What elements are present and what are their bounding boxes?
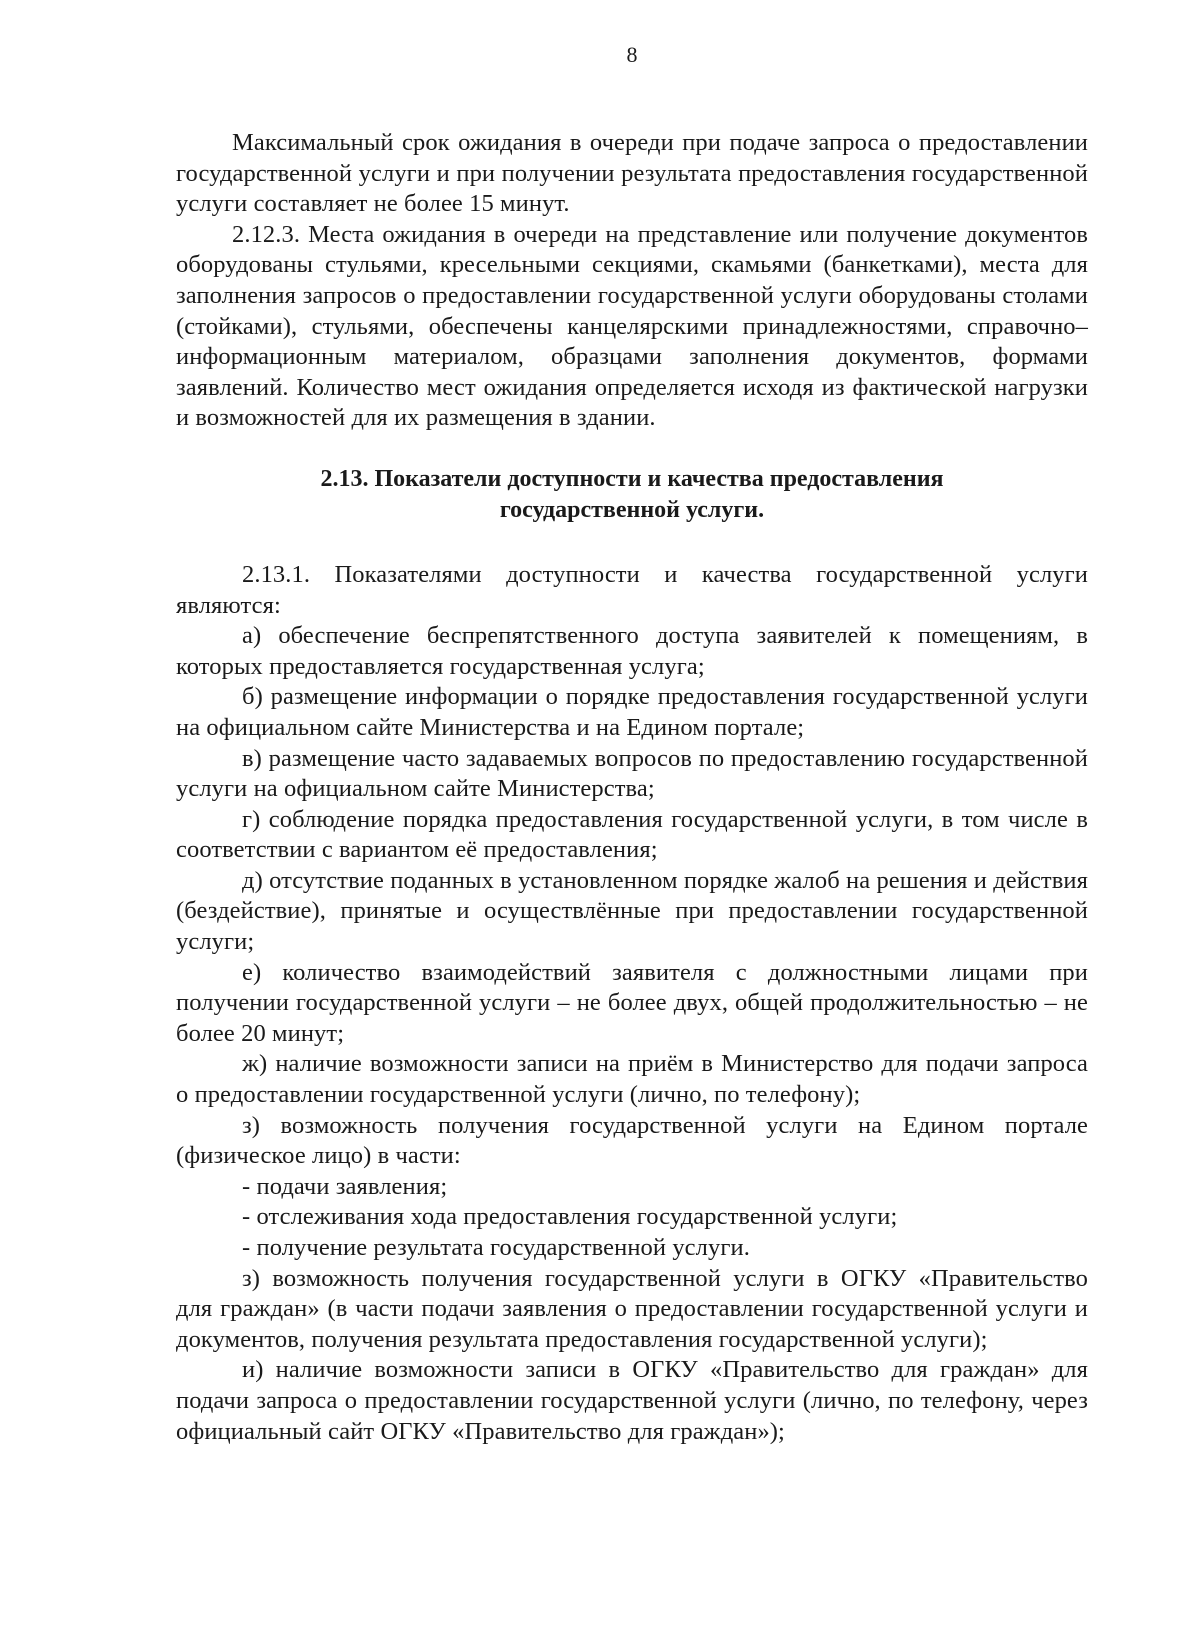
list-item-zh: ж) наличие возможности записи на приём в Министерство для подачи запроса о предоставлении государственной услуги (лично, по телефону); bbox=[176, 1050, 1088, 1109]
dash-item-tracking: - отслеживания хода предоставления государственной услуги; bbox=[242, 1203, 898, 1231]
document-page bbox=[176, 40, 1088, 1447]
list-item-v: в) размещение часто задаваемых вопросов по предоставлению государственной услуги на официальном сайте Министерства; bbox=[176, 744, 1088, 803]
paragraph-2-12-3: 2.12.3. Места ожидания в очереди на представление или получение документов оборудованы стульями, кресельными секциями, скамьями (банкетками), места для заполнения запросов о предоставлении государственной услуги оборудованы столами (стойками), стульями, обеспечены канцелярскими принадлежностями, справочно–информационным материалом, образцами заполнения документов, формами заявлений. Количество мест ожидания определяется исходя из фактической нагрузки и возможностей для их размещения в здании. bbox=[176, 220, 1088, 432]
page-number: 8 bbox=[626, 42, 638, 67]
list-item-d: д) отсутствие поданных в установленном порядке жалоб на решения и действия (бездействие), принятые и осуществлённые при предоставлении государственной услуги; bbox=[176, 866, 1088, 956]
paragraph-2-13-1: 2.13.1. Показателями доступности и качества государственной услуги являются: bbox=[176, 560, 1088, 619]
list-item-z-ogku: з) возможность получения государственной услуги в ОГКУ «Правительство для граждан» (в части подачи заявления о предоставлении государственной услуги и документов, получения результата предоставления государственной услуги); bbox=[176, 1264, 1088, 1353]
list-item-z: з) возможность получения государственной услуги на Едином портале (физическое лицо) в части: bbox=[176, 1111, 1088, 1170]
list-item-g: г) соблюдение порядка предоставления государственной услуги, в том числе в соответствии с вариантом её предоставления; bbox=[176, 805, 1088, 864]
list-item-e: е) количество взаимодействий заявителя с должностными лицами при получении государственной услуги – не более двух, общей продолжительностью – не более 20 минут; bbox=[176, 958, 1088, 1047]
dash-item-result: - получение результата государственной услуги. bbox=[242, 1234, 750, 1261]
section-heading-line-1: 2.13. Показатели доступности и качества предоставления bbox=[320, 465, 944, 492]
dash-item-application: - подачи заявления; bbox=[242, 1172, 448, 1200]
section-heading-line-2: государственной услуги. bbox=[499, 496, 765, 523]
list-item-i: и) наличие возможности записи в ОГКУ «Правительство для граждан» для подачи запроса о предоставлении государственной услуги (лично, по телефону, через официальный сайт ОГКУ «Правительство для граждан»); bbox=[176, 1356, 1088, 1445]
paragraph-waiting-time: Максимальный срок ожидания в очереди при подаче запроса о предоставлении государственной услуги и при получении результата предоставления государственной услуги составляет не более 15 минут. bbox=[176, 129, 1088, 218]
list-item-b: б) размещение информации о порядке предоставления государственной услуги на официальном сайте Министерства и на Едином портале; bbox=[176, 683, 1088, 741]
section-heading-2-13 bbox=[176, 464, 1088, 526]
list-item-a: а) обеспечение беспрепятственного доступа заявителей к помещениям, в которых предоставляется государственная услуга; bbox=[176, 622, 1088, 680]
